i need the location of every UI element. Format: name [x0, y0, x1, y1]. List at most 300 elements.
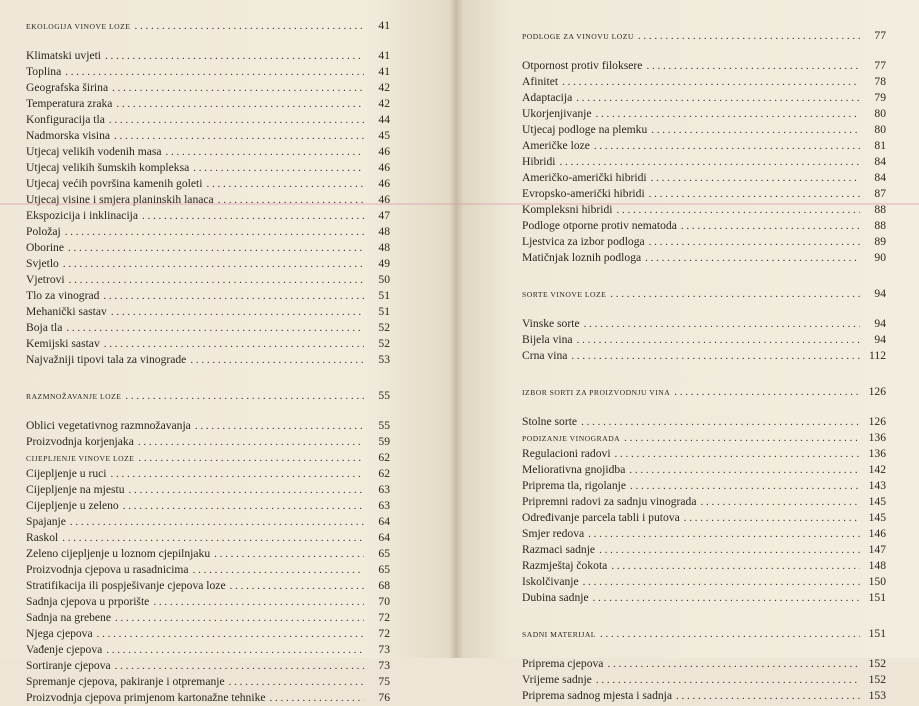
toc-entry: [26, 192, 390, 208]
page-number: 89: [874, 235, 886, 248]
dot-leader: [649, 186, 860, 202]
page-number: 126: [868, 415, 886, 428]
page-number: 145: [868, 511, 886, 524]
right-toc: [522, 28, 886, 704]
dot-leader: [112, 80, 364, 96]
entry-title: Toplina: [26, 65, 62, 78]
entry-title: Utjecaj velikih šumskih kompleksa: [26, 161, 190, 174]
page-number: 52: [378, 321, 390, 334]
entry-title: Sadnja na grebene: [26, 611, 111, 624]
section-heading: [522, 384, 886, 400]
dot-leader: [65, 64, 364, 80]
toc-entry: [522, 478, 886, 494]
dot-leader: [103, 288, 364, 304]
dot-leader: [674, 384, 860, 400]
toc-entry: [522, 170, 886, 186]
toc-entry: [522, 656, 886, 672]
toc-entry: [26, 144, 390, 160]
page-number: 94: [874, 333, 886, 346]
page-number: 153: [868, 689, 886, 702]
page-number: 81: [874, 139, 886, 152]
dot-leader: [65, 224, 364, 240]
dot-leader: [97, 626, 364, 642]
entry-title: CIJEPLJENJE VINOVE LOZE: [26, 454, 135, 463]
dot-leader: [676, 688, 860, 704]
page-number: 152: [868, 657, 886, 670]
toc-entry: [26, 466, 390, 482]
dot-leader: [588, 526, 860, 542]
dot-leader: [270, 690, 364, 706]
entry-title: Cijepljenje u zeleno: [26, 499, 119, 512]
dot-leader: [69, 272, 364, 288]
toc-entry: [26, 80, 390, 96]
entry-title: Priprema sadnog mjesta i sadnja: [522, 689, 673, 702]
page-number: 62: [378, 467, 390, 480]
page-number: 112: [869, 349, 886, 362]
dot-leader: [599, 542, 860, 558]
dot-leader: [230, 578, 364, 594]
entry-title: Američko-američki hibridi: [522, 171, 647, 184]
dot-leader: [576, 90, 860, 106]
dot-leader: [116, 96, 364, 112]
dot-leader: [115, 658, 364, 674]
dot-leader: [577, 332, 860, 348]
toc-entry: [522, 510, 886, 526]
dot-leader: [651, 122, 860, 138]
page-number: 64: [378, 515, 390, 528]
entry-title: IZBOR SORTI ZA PROIZVODNJU VINA: [522, 388, 671, 397]
page-number: 84: [874, 155, 886, 168]
entry-title: Boja tla: [26, 321, 63, 334]
page-number: 87: [874, 187, 886, 200]
entry-title: Regulacioni radovi: [522, 447, 611, 460]
toc-entry: [26, 48, 390, 64]
toc-entry: [26, 256, 390, 272]
toc-entry: [26, 514, 390, 530]
toc-entry: [522, 558, 886, 574]
entry-title: Zeleno cijepljenje u loznom cjepilnjaku: [26, 547, 211, 560]
entry-title: Raskol: [26, 531, 59, 544]
dot-leader: [111, 466, 365, 482]
entry-title: Vađenje cjepova: [26, 643, 103, 656]
page-number: 136: [868, 447, 886, 460]
dot-leader: [125, 388, 364, 404]
page-number: 152: [868, 673, 886, 686]
entry-title: Svjetlo: [26, 257, 59, 270]
toc-entry: [522, 590, 886, 606]
page-number: 50: [378, 273, 390, 286]
dot-leader: [638, 28, 860, 44]
page-number: 47: [378, 209, 390, 222]
entry-title: Proizvodnja korjenjaka: [26, 435, 134, 448]
entry-title: Razmještaj čokota: [522, 559, 608, 572]
page-number: 94: [874, 287, 886, 300]
page-number: 75: [378, 675, 390, 688]
entry-title: Položaj: [26, 225, 61, 238]
toc-entry: [26, 160, 390, 176]
toc-entry: [26, 96, 390, 112]
page-number: 46: [378, 193, 390, 206]
page-number: 49: [378, 257, 390, 270]
entry-title: Evropsko-američki hibridi: [522, 187, 645, 200]
entry-title: Iskolčivanje: [522, 575, 579, 588]
dot-leader: [206, 176, 364, 192]
dot-leader: [138, 434, 364, 450]
section-heading: [26, 388, 390, 404]
dot-leader: [114, 128, 364, 144]
page-number: 80: [874, 107, 886, 120]
left-toc: [26, 18, 390, 706]
dot-leader: [229, 674, 364, 690]
toc-entry: [26, 112, 390, 128]
entry-title: Stratifikacija ili pospješivanje cjepova loze: [26, 579, 226, 592]
entry-title: Klimatski uvjeti: [26, 49, 102, 62]
page-number: 90: [874, 251, 886, 264]
toc-entry: [26, 562, 390, 578]
entry-title: Priprema cjepova: [522, 657, 604, 670]
page-number: 42: [378, 81, 390, 94]
page-number: 126: [868, 385, 886, 398]
toc-entry: [26, 610, 390, 626]
page-number: 42: [378, 97, 390, 110]
entry-title: Vrijeme sadnje: [522, 673, 592, 686]
page-number: 88: [874, 203, 886, 216]
toc-entry: [26, 128, 390, 144]
toc-entry: [26, 336, 390, 352]
entry-title: PODIZANJE VINOGRADA: [522, 434, 621, 443]
dot-leader: [701, 494, 860, 510]
page-number: 151: [868, 627, 886, 640]
entry-title: Dubina sadnje: [522, 591, 589, 604]
page-number: 55: [378, 419, 390, 432]
subsection-heading: [522, 430, 886, 446]
page-number: 59: [378, 435, 390, 448]
entry-title: Utjecaj velikih vodenih masa: [26, 145, 162, 158]
page-number: 55: [378, 389, 390, 402]
dot-leader: [138, 450, 364, 466]
toc-entry: [26, 482, 390, 498]
page-number: 65: [378, 547, 390, 560]
dot-leader: [615, 446, 860, 462]
page-number: 41: [378, 19, 390, 32]
dot-leader: [593, 590, 860, 606]
book-gutter: [449, 0, 463, 658]
entry-title: Priprema tla, rigolanje: [522, 479, 626, 492]
dot-leader: [600, 626, 860, 642]
dot-leader: [214, 546, 364, 562]
toc-entry: [26, 690, 390, 706]
page-number: 80: [874, 123, 886, 136]
toc-entry: [26, 352, 390, 368]
page-number: 53: [378, 353, 390, 366]
entry-title: Temperatura zraka: [26, 97, 113, 110]
entry-title: Spremanje cjepova, pakiranje i otpremanje: [26, 675, 225, 688]
page-number: 151: [868, 591, 886, 604]
toc-entry: [522, 574, 886, 590]
entry-title: Cijepljenje na mjestu: [26, 483, 125, 496]
entry-title: Stolne sorte: [522, 415, 578, 428]
page-number: 48: [378, 241, 390, 254]
toc-entry: [26, 272, 390, 288]
entry-title: Ekspozicija i inklinacija: [26, 209, 139, 222]
toc-entry: [522, 348, 886, 364]
page-number: 72: [378, 611, 390, 624]
dot-leader: [115, 610, 364, 626]
toc-entry: [26, 434, 390, 450]
toc-entry: [26, 594, 390, 610]
page-number: 46: [378, 161, 390, 174]
dot-leader: [583, 574, 860, 590]
toc-entry: [522, 332, 886, 348]
subsection-heading: [26, 450, 390, 466]
toc-entry: [26, 208, 390, 224]
toc-entry: [522, 218, 886, 234]
page-number: 65: [378, 563, 390, 576]
dot-leader: [153, 594, 364, 610]
toc-entry: [522, 672, 886, 688]
toc-entry: [26, 418, 390, 434]
entry-title: Otpornost protiv filoksere: [522, 59, 643, 72]
toc-entry: [26, 658, 390, 674]
dot-leader: [104, 336, 364, 352]
entry-title: Ljestvica za izbor podloga: [522, 235, 645, 248]
page-number: 68: [378, 579, 390, 592]
dot-leader: [681, 218, 860, 234]
entry-title: Podloge otporne protiv nematoda: [522, 219, 677, 232]
dot-leader: [68, 240, 364, 256]
dot-leader: [610, 286, 860, 302]
entry-title: Pripremni radovi za sadnju vinograda: [522, 495, 697, 508]
toc-entry: [522, 316, 886, 332]
entry-title: Ukorjenjivanje: [522, 107, 592, 120]
toc-entry: [522, 74, 886, 90]
page-number: 63: [378, 499, 390, 512]
page-number: 46: [378, 145, 390, 158]
page-number: 41: [378, 65, 390, 78]
toc-entry: [26, 546, 390, 562]
dot-leader: [111, 304, 364, 320]
entry-title: Smjer redova: [522, 527, 585, 540]
dot-leader: [63, 256, 364, 272]
toc-entry: [26, 304, 390, 320]
dot-leader: [646, 58, 860, 74]
dot-leader: [645, 250, 860, 266]
dot-leader: [594, 138, 860, 154]
toc-entry: [522, 446, 886, 462]
page-number: 142: [868, 463, 886, 476]
entry-title: PODLOGE ZA VINOVU LOZU: [522, 32, 634, 41]
entry-title: Razmaci sadnje: [522, 543, 596, 556]
toc-entry: [522, 186, 886, 202]
dot-leader: [684, 510, 860, 526]
dot-leader: [596, 672, 860, 688]
dot-leader: [166, 144, 364, 160]
entry-title: Utjecaj većih površina kamenih goleti: [26, 177, 203, 190]
page-number: 64: [378, 531, 390, 544]
entry-title: Sadnja cjepova u prporište: [26, 595, 150, 608]
dot-leader: [562, 74, 860, 90]
page-number: 77: [874, 29, 886, 42]
toc-entry: [522, 106, 886, 122]
left-page: [0, 0, 455, 704]
entry-title: Nadmorska visina: [26, 129, 111, 142]
toc-entry: [522, 138, 886, 154]
dot-leader: [134, 18, 364, 34]
dot-leader: [66, 320, 364, 336]
page-number: 94: [874, 317, 886, 330]
toc-entry: [522, 414, 886, 430]
dot-leader: [584, 316, 860, 332]
toc-entry: [26, 578, 390, 594]
entry-title: Spajanje: [26, 515, 66, 528]
page-number: 79: [874, 91, 886, 104]
entry-title: Bijela vina: [522, 333, 573, 346]
entry-title: Crna vina: [522, 349, 568, 362]
section-heading: [522, 286, 886, 302]
toc-entry: [26, 224, 390, 240]
toc-entry: [26, 176, 390, 192]
page-number: 78: [874, 75, 886, 88]
entry-title: Mehanički sastav: [26, 305, 107, 318]
toc-entry: [522, 688, 886, 704]
entry-title: Najvažniji tipovi tala za vinograde: [26, 353, 187, 366]
page-number: 48: [378, 225, 390, 238]
section-heading: [522, 626, 886, 642]
dot-leader: [70, 514, 364, 530]
dot-leader: [630, 478, 860, 494]
toc-entry: [522, 154, 886, 170]
page-number: 136: [868, 431, 886, 444]
entry-title: SORTE VINOVE LOZE: [522, 290, 607, 299]
toc-entry: [26, 498, 390, 514]
toc-entry: [522, 234, 886, 250]
entry-title: Vjetrovi: [26, 273, 65, 286]
toc-entry: [26, 64, 390, 80]
entry-title: Određivanje parcela tabli i putova: [522, 511, 680, 524]
dot-leader: [109, 112, 364, 128]
page-number: 46: [378, 177, 390, 190]
dot-leader: [607, 656, 860, 672]
print-streak: [0, 203, 919, 205]
entry-title: Proizvodnja cjepova primjenom kartonažne tehnike: [26, 691, 266, 704]
dot-leader: [193, 562, 364, 578]
entry-title: Utjecaj visine i smjera planinskih lanaca: [26, 193, 214, 206]
page-number: 63: [378, 483, 390, 496]
toc-entry: [26, 642, 390, 658]
toc-entry: [26, 240, 390, 256]
right-page: [455, 0, 919, 702]
dot-leader: [195, 418, 364, 434]
page-number: 51: [378, 289, 390, 302]
page-number: 143: [868, 479, 886, 492]
toc-entry: [26, 288, 390, 304]
dot-leader: [142, 208, 364, 224]
entry-title: Meliorativna gnojidba: [522, 463, 626, 476]
page-number: 77: [874, 59, 886, 72]
dot-leader: [193, 160, 364, 176]
dot-leader: [218, 192, 364, 208]
toc-entry: [522, 526, 886, 542]
entry-title: Utjecaj podloge na plemku: [522, 123, 648, 136]
entry-title: RAZMNOŽAVANJE LOZE: [26, 392, 122, 401]
dot-leader: [129, 482, 364, 498]
toc-entry: [26, 626, 390, 642]
toc-entry: [26, 320, 390, 336]
entry-title: Sortiranje cjepova: [26, 659, 111, 672]
page-number: 62: [378, 451, 390, 464]
toc-entry: [522, 494, 886, 510]
entry-title: SADNI MATERIJAL: [522, 630, 596, 639]
entry-title: Vinske sorte: [522, 317, 580, 330]
dot-leader: [62, 530, 364, 546]
page-number: 84: [874, 171, 886, 184]
entry-title: Oborine: [26, 241, 64, 254]
dot-leader: [105, 48, 364, 64]
entry-title: Adaptacija: [522, 91, 573, 104]
dot-leader: [649, 234, 860, 250]
page-number: 41: [378, 49, 390, 62]
entry-title: Njega cjepova: [26, 627, 93, 640]
dot-leader: [611, 558, 860, 574]
section-heading: [26, 18, 390, 34]
toc-entry: [522, 542, 886, 558]
section-heading: [522, 28, 886, 44]
toc-entry: [522, 250, 886, 266]
dot-leader: [123, 498, 364, 514]
dot-leader: [624, 430, 860, 446]
entry-title: Cijepljenje u ruci: [26, 467, 107, 480]
entry-title: Konfiguracija tla: [26, 113, 105, 126]
page-number: 73: [378, 659, 390, 672]
dot-leader: [560, 154, 861, 170]
page-number: 147: [868, 543, 886, 556]
page-number: 145: [868, 495, 886, 508]
page-number: 88: [874, 219, 886, 232]
page-number: 76: [378, 691, 390, 704]
entry-title: Američke loze: [522, 139, 590, 152]
entry-title: Proizvodnja cjepova u rasadnicima: [26, 563, 189, 576]
page-number: 70: [378, 595, 390, 608]
page-number: 148: [868, 559, 886, 572]
toc-entry: [26, 674, 390, 690]
dot-leader: [596, 106, 860, 122]
dot-leader: [190, 352, 364, 368]
entry-title: Oblici vegetativnog razmnožavanja: [26, 419, 191, 432]
entry-title: Afinitet: [522, 75, 559, 88]
entry-title: Tlo za vinograd: [26, 289, 100, 302]
dot-leader: [571, 348, 860, 364]
toc-entry: [522, 90, 886, 106]
page-number: 52: [378, 337, 390, 350]
toc-entry: [522, 58, 886, 74]
entry-title: Hibridi: [522, 155, 556, 168]
entry-title: Kemijski sastav: [26, 337, 100, 350]
entry-title: Matičnjak loznih podloga: [522, 251, 642, 264]
toc-entry: [522, 122, 886, 138]
page-number: 44: [378, 113, 390, 126]
dot-leader: [651, 170, 860, 186]
dot-leader: [106, 642, 364, 658]
entry-title: Geografska širina: [26, 81, 109, 94]
toc-entry: [26, 530, 390, 546]
page-number: 73: [378, 643, 390, 656]
dot-leader: [629, 462, 860, 478]
page-number: 72: [378, 627, 390, 640]
dot-leader: [581, 414, 860, 430]
toc-entry: [522, 462, 886, 478]
page-number: 146: [868, 527, 886, 540]
page-number: 51: [378, 305, 390, 318]
